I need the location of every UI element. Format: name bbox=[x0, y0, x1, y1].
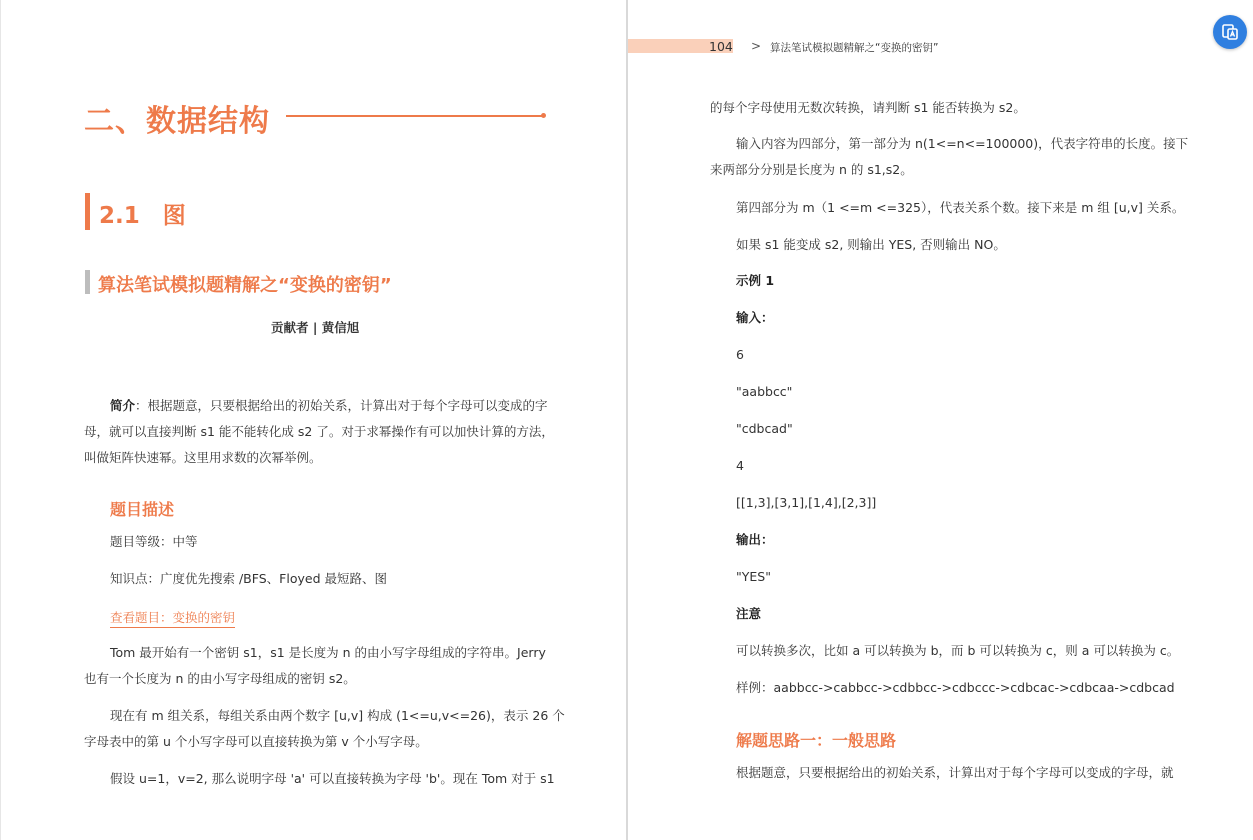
input-value: [[1,3],[3,1],[1,4],[2,3]] bbox=[736, 495, 877, 510]
translate-document-button[interactable] bbox=[1213, 15, 1247, 49]
author-line: 贡献者 | 黄信旭 bbox=[271, 320, 360, 335]
input-value: "cdbcad" bbox=[736, 421, 793, 436]
input-label: 输入： bbox=[736, 310, 774, 325]
output-label: 输出： bbox=[736, 532, 774, 547]
body-line: 假设 u=1，v=2, 那么说明字母 'a' 可以直接转换为字母 'b'。现在 Tom 对于 s1 bbox=[110, 771, 555, 786]
knowledge-text: 知识点：广度优先搜索 /BFS、Floyed 最短路、图 bbox=[110, 571, 387, 586]
input-value: 6 bbox=[736, 347, 744, 362]
intro-line-2: 母，就可以直接判断 s1 能不能转化成 s2 了。对于求幂操作有可以加快计算的方法， bbox=[84, 424, 554, 439]
running-header-title: 算法笔试模拟题精解之“变换的密钥” bbox=[770, 42, 939, 54]
input-value: "aabbcc" bbox=[736, 384, 793, 399]
body-line: Tom 最开始有一个密钥 s1，s1 是长度为 n 的由小写字母组成的字符串。Jerry bbox=[110, 645, 546, 660]
body-line: 字母表中的第 u 个小写字母可以直接转换为第 v 个小写字母。 bbox=[84, 734, 428, 749]
section-title: 2.1 图 bbox=[99, 203, 186, 229]
chapter-title: 二、数据结构 bbox=[84, 104, 270, 139]
body-line: 第四部分为 m（1 <=m <=325），代表关系个数。接下来是 m 组 [u,v] 关系。 bbox=[736, 200, 1185, 215]
note-text: 可以转换多次，比如 a 可以转换为 b，而 b 可以转换为 c，则 a 可以转换为 c。 bbox=[736, 643, 1180, 658]
chapter-title-rule-dot bbox=[541, 113, 546, 118]
solution-line: 根据题意，只要根据给出的初始关系，计算出对于每个字母可以变成的字母，就 bbox=[736, 765, 1174, 780]
body-line: 也有一个长度为 n 的由小写字母组成的密钥 s2。 bbox=[84, 671, 356, 686]
output-value: "YES" bbox=[736, 569, 771, 584]
difficulty-text: 题目等级：中等 bbox=[110, 534, 198, 549]
right-page bbox=[628, 0, 1253, 840]
subsection-marker-bar bbox=[85, 270, 90, 294]
note-label: 注意 bbox=[736, 606, 762, 621]
page-number: 104 bbox=[709, 39, 733, 54]
problem-heading: 题目描述 bbox=[110, 500, 175, 519]
body-line: 如果 s1 能变成 s2, 则输出 YES, 否则输出 NO。 bbox=[736, 237, 1006, 252]
translate-document-icon bbox=[1221, 23, 1239, 41]
example-heading: 示例 1 bbox=[736, 273, 775, 288]
solution-heading: 解题思路一：一般思路 bbox=[736, 731, 897, 750]
section-marker-bar bbox=[85, 193, 90, 230]
input-value: 4 bbox=[736, 458, 744, 473]
body-line: 现在有 m 组关系，每组关系由两个数字 [u,v] 构成 (1<=u,v<=26)，表示 26 个 bbox=[110, 708, 565, 723]
body-line: 输入内容为四部分，第一部分为 n(1<=n<=100000)，代表字符串的长度。接下 bbox=[736, 136, 1189, 151]
sample-text: 样例：aabbcc->cabbcc->cdbbcc->cdbccc->cdbcac->cdbcaa->cdbcad bbox=[736, 680, 1175, 695]
chapter-title-rule bbox=[286, 115, 544, 117]
intro-label: 简介 bbox=[110, 398, 136, 413]
intro-text: ：根据题意，只要根据给出的初始关系，计算出对于每个字母可以变成的字 bbox=[135, 398, 548, 413]
intro-line-1 bbox=[110, 393, 548, 420]
view-problem-link[interactable]: 查看题目：变换的密钥 bbox=[110, 608, 235, 628]
intro-line-3: 叫做矩阵快速幂。这里用求数的次幂举例。 bbox=[84, 450, 322, 465]
header-arrow-icon: > bbox=[751, 39, 762, 53]
subsection-title: 算法笔试模拟题精解之“变换的密钥” bbox=[98, 275, 392, 296]
body-line: 来两部分分别是长度为 n 的 s1,s2。 bbox=[710, 162, 913, 177]
body-line: 的每个字母使用无数次转换，请判断 s1 能否转换为 s2。 bbox=[710, 100, 1026, 115]
